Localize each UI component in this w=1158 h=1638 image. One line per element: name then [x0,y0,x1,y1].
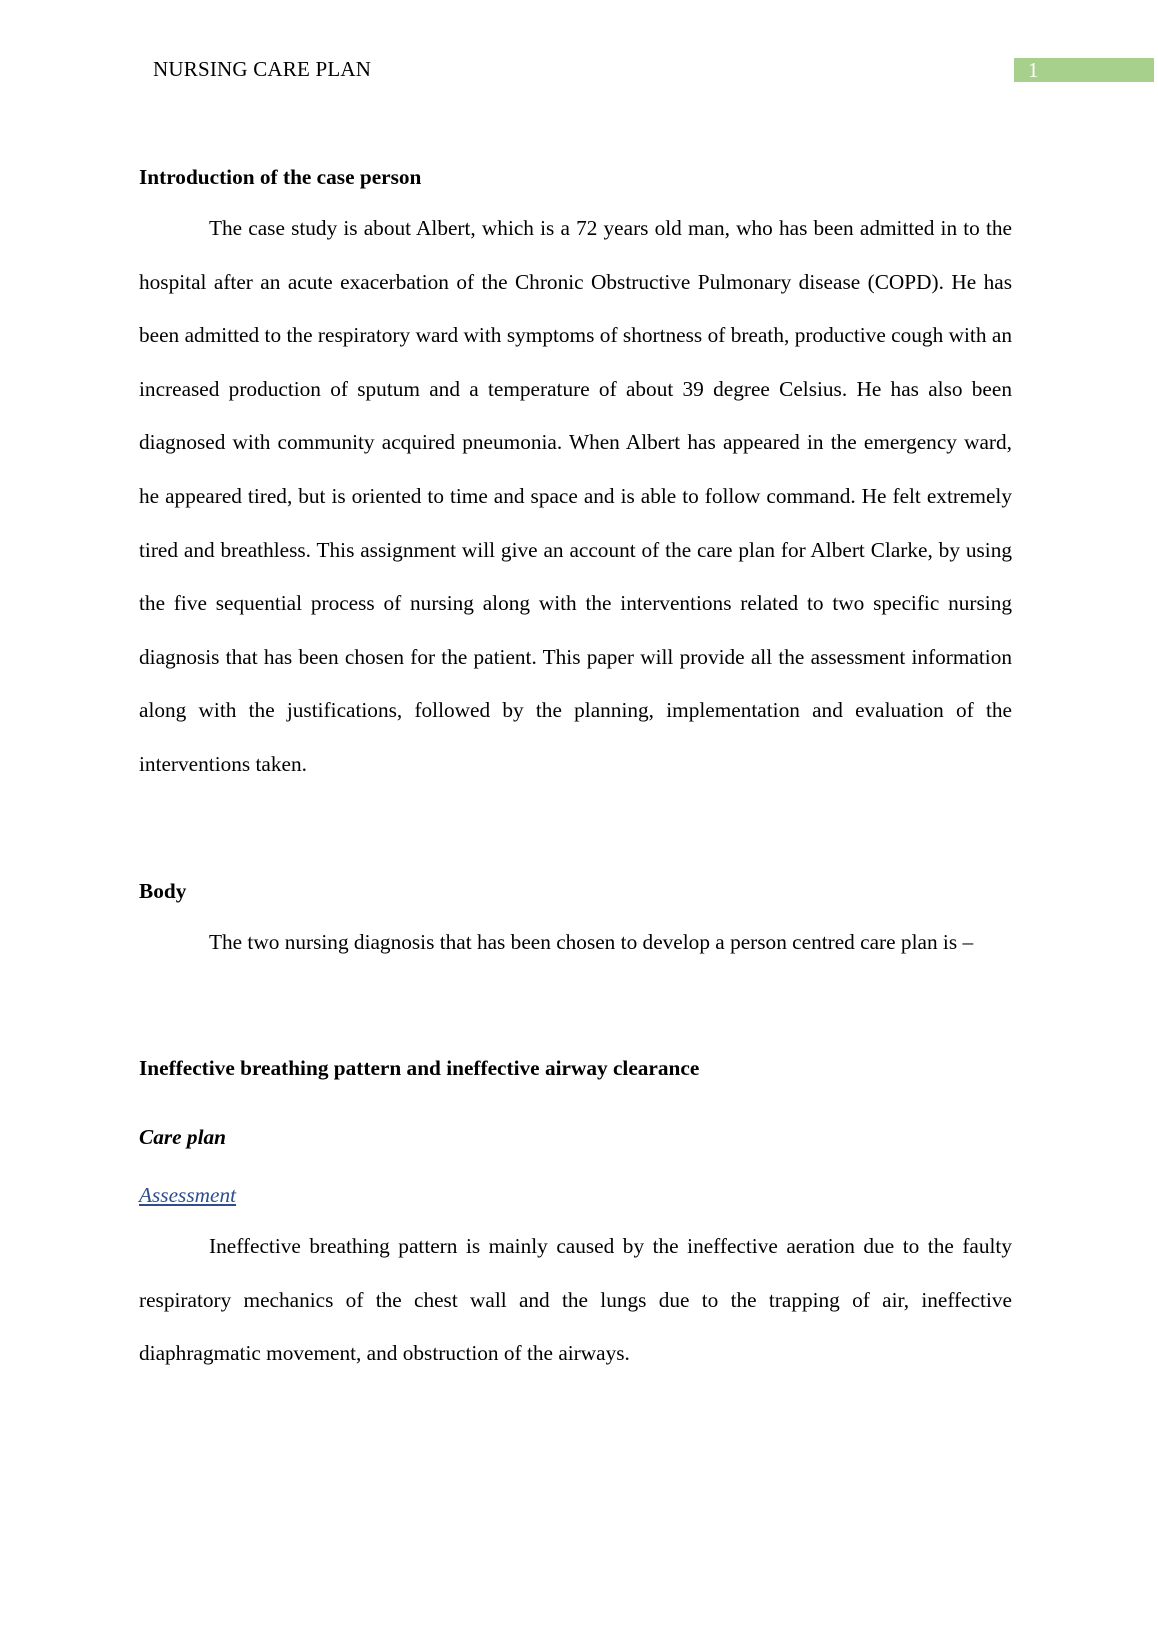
assessment-paragraph: Ineffective breathing pattern is mainly caused by the ineffective aeration due to the faulty respiratory mechanics of the chest wall and the lungs due to the trapping of air, ineffective diaphragmatic movement, and obstruction of the airways. [139,1234,1012,1366]
running-head: NURSING CARE PLAN [153,57,372,81]
diagnosis-heading: Ineffective breathing pattern and ineffective airway clearance [139,1056,700,1080]
intro-paragraph: The case study is about Albert, which is a 72 years old man, who has been admitted in to the hospital after an acute exacerbation of the Chronic Obstructive Pulmonary disease (COPD). He has been admitted to the respiratory ward with symptoms of shortness of breath, productive cough with an increased production of sputum and a temperature of about 39 degree Celsius. He has also been diagnosed with community acquired pneumonia. When Albert has appeared in the emergency ward, he appeared tired, but is oriented to time and space and is able to follow command. He felt extremely tired and breathless. This assignment will give an account of the care plan for Albert Clarke, by using the five sequential process of nursing along with the interventions related to two specific nursing diagnosis that has been chosen for the patient. This paper will provide all the assessment information along with the justifications, followed by the planning, implementation and evaluation of the interventions taken. [139,216,1012,776]
body-heading: Body [139,879,187,903]
body-paragraph: The two nursing diagnosis that has been chosen to develop a person centred care plan is – [209,930,974,954]
page-number: 1 [1014,58,1154,82]
intro-heading: Introduction of the case person [139,165,422,189]
care-plan-heading: Care plan [139,1125,226,1149]
assessment-link[interactable]: Assessment [139,1183,237,1207]
